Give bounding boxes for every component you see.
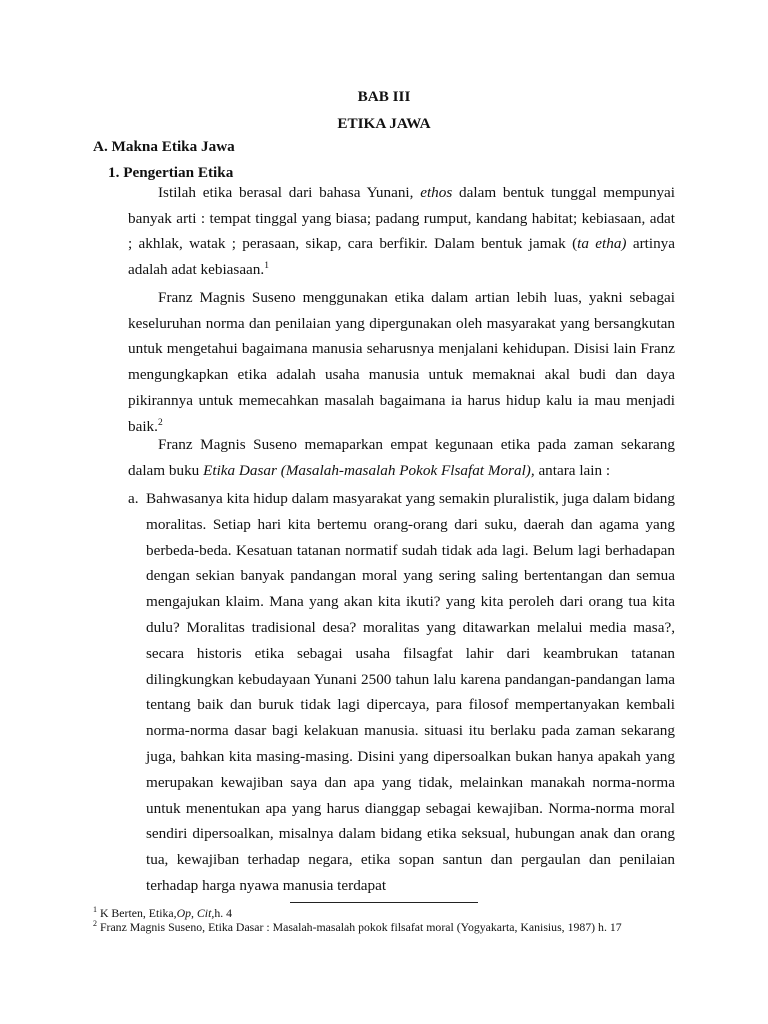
footnote-ref: 1 [264, 261, 269, 272]
footnote [93, 920, 693, 935]
paragraph-text: Franz Magnis Suseno menggunakan etika dalam artian lebih luas, yakni sebagai keseluruhan norma dan penilaian yang dipergunakan oleh masyarakat yang bersangkutan untuk mengetahui bagaimana manusia seharusnya menjalani kehidupan. Disisi lain Franz mengungkapkan etika adalah usaha manusia untuk memaknai akal budi dan daya pikirannya untuk memecahkan masalah bagaimana ia harus hidup kalu ia mau menjadi baik. [128, 289, 675, 435]
footnote-number: 2 [93, 919, 97, 929]
chapter-number: BAB III [357, 88, 411, 105]
list-marker: a. [128, 490, 139, 507]
paragraph-definition [128, 285, 675, 439]
paragraph-text: artinya adalah adat kebiasaan. [128, 235, 675, 279]
paragraph-uses-intro [128, 432, 675, 483]
subsection-heading: 1. Pengertian Etika [108, 164, 234, 181]
italic-term: ta etha) [577, 235, 627, 253]
footnote-text: K Berten, Etika, [97, 906, 177, 920]
italic-term: ethos [420, 184, 453, 201]
paragraph-text: dalam bentuk tunggal mempunyai banyak arti : tempat tinggal yang biasa; padang rumput, kandang habitat; kebiasaan, adat ; akhlak, watak ; perasaan, sikap, cara berfikir. Dalam bentuk jamak ( [128, 184, 676, 253]
paragraph-text: antara lain : [534, 461, 611, 479]
footnote-text: Franz Magnis Suseno, Etika Dasar : Masalah-masalah pokok filsafat moral (Yogyakarta, Kanisius, 1987) h. 17 [97, 920, 622, 934]
footnote [93, 906, 693, 921]
section-heading: A. Makna Etika Jawa [93, 138, 235, 155]
book-title: Etika Dasar (Masalah-masalah Pokok Flsafat Moral), [203, 461, 535, 479]
list-item-a [128, 486, 675, 899]
footnote-number: 1 [93, 905, 97, 915]
paragraph-text: Franz Magnis Suseno memaparkan empat kegunaan etika pada zaman sekarang dalam buku [128, 436, 675, 479]
footnote-italic: Op, Cit, [176, 906, 215, 920]
paragraph-text: Istilah etika berasal dari bahasa Yunani, [158, 184, 421, 201]
chapter-title: ETIKA JAWA [337, 115, 431, 132]
footnote-divider [290, 902, 478, 903]
list-item-text: Bahwasanya kita hidup dalam masyarakat yang semakin pluralistik, juga dalam bidang moralitas. Setiap hari kita bertemu orang-orang dari suku, daerah dan agama yang berbeda-beda. Kesatuan tatanan normatif sudah tidak ada lagi. Belum lagi berhadapan dengan sekian banyak pandangan moral yang sering saling bertentangan dan semua mengajukan klaim. Mana yang akan kita ikuti? yang kita peroleh dari orang tua kita dulu? Moralitas tradisional desa? moralitas yang ditawarkan melalui media masa?, secara historis etika sebagai usaha filsagfat lahir dari keambrukan tatanan dilingkungkan kebudayaan Yunani 2500 tahun lalu karena pandangan-pandangan lama tentang baik dan buruk tidak lagi dipercaya, para filosof mempertanyakan kembali norma-norma dasar bagi kelakuan manusia. situasi itu berlaku pada zaman sekarang juga, bahkan kita masing-masing. Disini yang dipersoalkan bukan hanya apakah yang merupakan kewajiban saya dan apa yang tidak, melainkan manakah norma-norma untuk menentukan apa yang harus dianggap sebagai kewajiban. Norma-norma moral sendiri dipersoalkan, misalnya dalam bidang etika seksual, hubungan anak dan orang tua, kewajiban terhadap negara, etika sopan santun dan pergaulan dan penilaian terhadap harga nyawa manusia terdapat [146, 490, 675, 894]
footnote-ref: 2 [157, 417, 163, 428]
footnote-text: h. 4 [214, 906, 233, 920]
paragraph-etymology [128, 180, 675, 283]
